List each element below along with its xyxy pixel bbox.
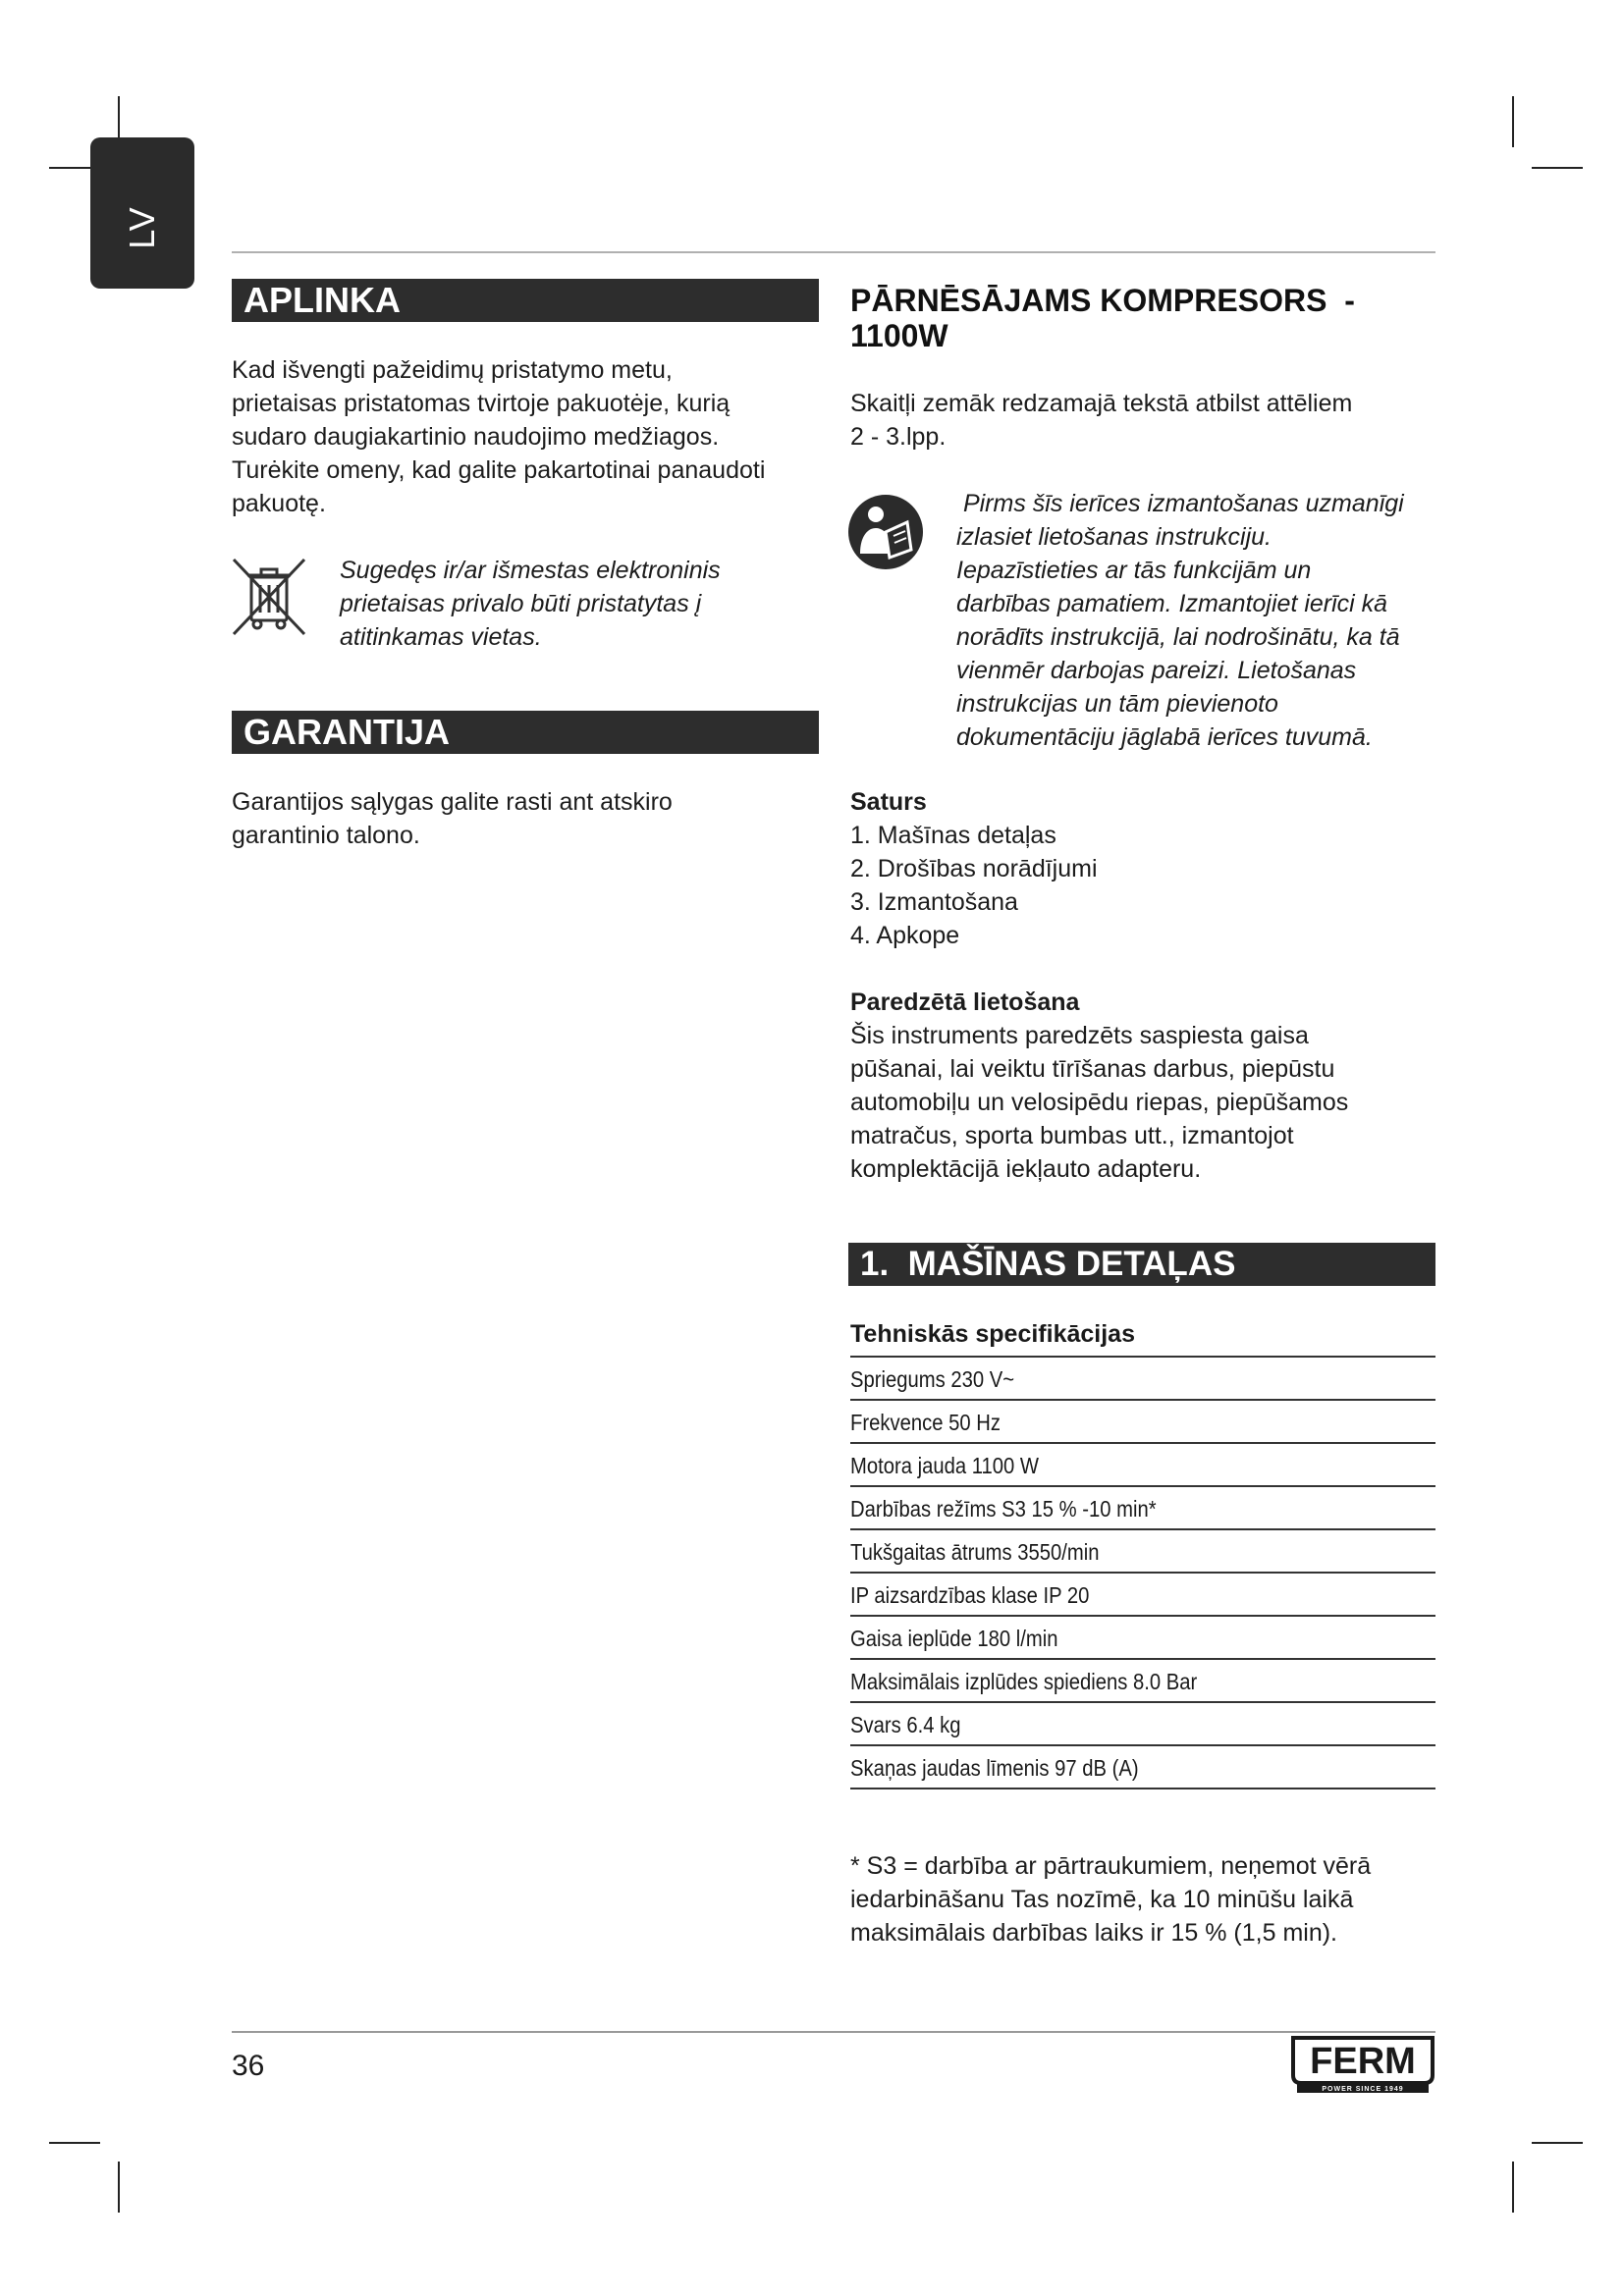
text-line: 2 - 3.lpp. bbox=[850, 423, 947, 451]
product-title bbox=[850, 283, 1355, 353]
section-title-garantija: GARANTIJA bbox=[232, 711, 819, 754]
text-line: Garantijos sąlygas galite rasti ant atskiro bbox=[232, 788, 673, 816]
text-line: izlasiet lietošanas instrukciju. bbox=[956, 523, 1272, 551]
spec-text: Frekvence 50 Hz bbox=[850, 1410, 1001, 1435]
crop-mark bbox=[1532, 167, 1583, 169]
footnote bbox=[850, 1849, 1371, 1949]
text-line: automobiļu un velosipēdu riepas, piepūšamos bbox=[850, 1089, 1349, 1116]
text-line: atitinkamas vietas. bbox=[340, 623, 542, 651]
text-line: vienmēr darbojas pareizi. Lietošanas bbox=[956, 657, 1357, 684]
crop-mark bbox=[118, 2162, 120, 2213]
contents-item: 4. Apkope bbox=[850, 922, 960, 949]
text-line: garantinio talono. bbox=[232, 822, 420, 849]
manual-text bbox=[956, 487, 1404, 754]
spec-row bbox=[850, 1617, 1435, 1660]
spec-row bbox=[850, 1487, 1435, 1530]
spec-text: Maksimālais izplūdes spiediens 8.0 Bar bbox=[850, 1669, 1198, 1694]
text-line: norādīts instrukcijā, lai nodrošinātu, ka tā bbox=[956, 623, 1400, 651]
spec-row bbox=[850, 1401, 1435, 1444]
spec-row bbox=[850, 1746, 1435, 1789]
spec-row bbox=[850, 1574, 1435, 1617]
language-tab bbox=[90, 137, 194, 289]
title-line: PĀRNĒSĀJAMS KOMPRESORS - bbox=[850, 283, 1355, 318]
ferm-logo-text: FERM bbox=[1310, 2041, 1416, 2082]
spec-text: Darbības režīms S3 15 % -10 min* bbox=[850, 1496, 1157, 1522]
text-line: maksimālais darbības laiks ir 15 % (1,5 min). bbox=[850, 1919, 1337, 1947]
text-line: pūšanai, lai veiktu tīrīšanas darbus, piepūstu bbox=[850, 1055, 1335, 1083]
weee-text bbox=[340, 554, 721, 654]
text-line: komplektācijā iekļauto adapteru. bbox=[850, 1155, 1202, 1183]
text-line: Kad išvengti pažeidimų pristatymo metu, bbox=[232, 356, 673, 384]
crop-mark bbox=[49, 2142, 100, 2144]
text-line: iedarbināšanu Tas nozīmē, ka 10 minūšu laikā bbox=[850, 1886, 1354, 1913]
aplinka-text bbox=[232, 353, 765, 520]
specs-table bbox=[850, 1358, 1435, 1789]
ferm-logo-subtext: POWER SINCE 1949 bbox=[1322, 2086, 1404, 2093]
garantija-text bbox=[232, 785, 673, 852]
spec-text: Tukšgaitas ātrums 3550/min bbox=[850, 1539, 1100, 1565]
text-line: darbības pamatiem. Izmantojiet ierīci kā bbox=[956, 590, 1388, 617]
text-line: prietaisas pristatomas tvirtoje pakuotėje, kurią bbox=[232, 390, 731, 417]
weee-bin-icon bbox=[230, 556, 308, 638]
text-line: matračus, sporta bumbas utt., izmantojot bbox=[850, 1122, 1294, 1149]
contents-item: 1. Mašīnas detaļas bbox=[850, 822, 1056, 849]
spec-text: Skaņas jaudas līmenis 97 dB (A) bbox=[850, 1755, 1139, 1781]
text-line: * S3 = darbība ar pārtraukumiem, neņemot vērā bbox=[850, 1852, 1372, 1880]
ferm-logo-mark bbox=[1289, 2032, 1436, 2097]
page-number: 36 bbox=[232, 2050, 265, 2082]
read-manual-icon bbox=[846, 493, 925, 571]
ferm-logo bbox=[1289, 2032, 1436, 2102]
spec-text: Svars 6.4 kg bbox=[850, 1712, 961, 1737]
header-rule bbox=[232, 251, 1435, 253]
crop-mark bbox=[1532, 2142, 1583, 2144]
text-line: prietaisas privalo būti pristatytas į bbox=[340, 590, 702, 617]
language-tab-label: LV bbox=[122, 206, 162, 249]
spec-text: Spriegums 230 V~ bbox=[850, 1366, 1015, 1392]
crop-mark bbox=[1512, 2162, 1514, 2213]
intended-use-title: Paredzētā lietošana bbox=[850, 988, 1080, 1016]
specs-title: Tehniskās specifikācijas bbox=[850, 1317, 1435, 1358]
text-line: Sugedęs ir/ar išmestas elektroninis bbox=[340, 557, 721, 584]
title-line: 1100W bbox=[850, 318, 948, 353]
spec-text: Gaisa ieplūde 180 l/min bbox=[850, 1626, 1058, 1651]
intended-use bbox=[850, 986, 1348, 1186]
text-line: Skaitļi zemāk redzamajā tekstā atbilst attēliem bbox=[850, 390, 1353, 417]
crop-mark bbox=[1512, 96, 1514, 147]
contents-title: Saturs bbox=[850, 788, 927, 816]
spec-row bbox=[850, 1530, 1435, 1574]
spec-row bbox=[850, 1660, 1435, 1703]
text-line: Šis instruments paredzēts saspiesta gaisa bbox=[850, 1022, 1309, 1049]
section-title-machine-parts: 1. MAŠĪNAS DETAĻAS bbox=[848, 1243, 1435, 1286]
text-line: pakuotę. bbox=[232, 490, 326, 517]
spec-text: Motora jauda 1100 W bbox=[850, 1453, 1040, 1478]
text-line: Pirms šīs ierīces izmantošanas uzmanīgi bbox=[956, 490, 1404, 517]
contents-item: 3. Izmantošana bbox=[850, 888, 1018, 916]
spec-row bbox=[850, 1358, 1435, 1401]
spec-text: IP aizsardzības klase IP 20 bbox=[850, 1582, 1090, 1608]
section-title-aplinka: APLINKA bbox=[232, 279, 819, 322]
footer-rule bbox=[232, 2031, 1435, 2033]
contents bbox=[850, 785, 1098, 952]
contents-item: 2. Drošības norādījumi bbox=[850, 855, 1098, 882]
text-line: sudaro daugiakartinio naudojimo medžiagos. bbox=[232, 423, 720, 451]
spec-row bbox=[850, 1444, 1435, 1487]
text-line: Turėkite omeny, kad galite pakartotinai panaudoti bbox=[232, 456, 766, 484]
text-line: instrukcijas un tām pievienoto bbox=[956, 690, 1278, 718]
crop-mark bbox=[49, 167, 96, 169]
spec-row bbox=[850, 1703, 1435, 1746]
text-line: Iepazīstieties ar tās funkcijām un bbox=[956, 557, 1312, 584]
text-line: dokumentāciju jāglabā ierīces tuvumā. bbox=[956, 723, 1373, 751]
intro-text bbox=[850, 387, 1352, 454]
